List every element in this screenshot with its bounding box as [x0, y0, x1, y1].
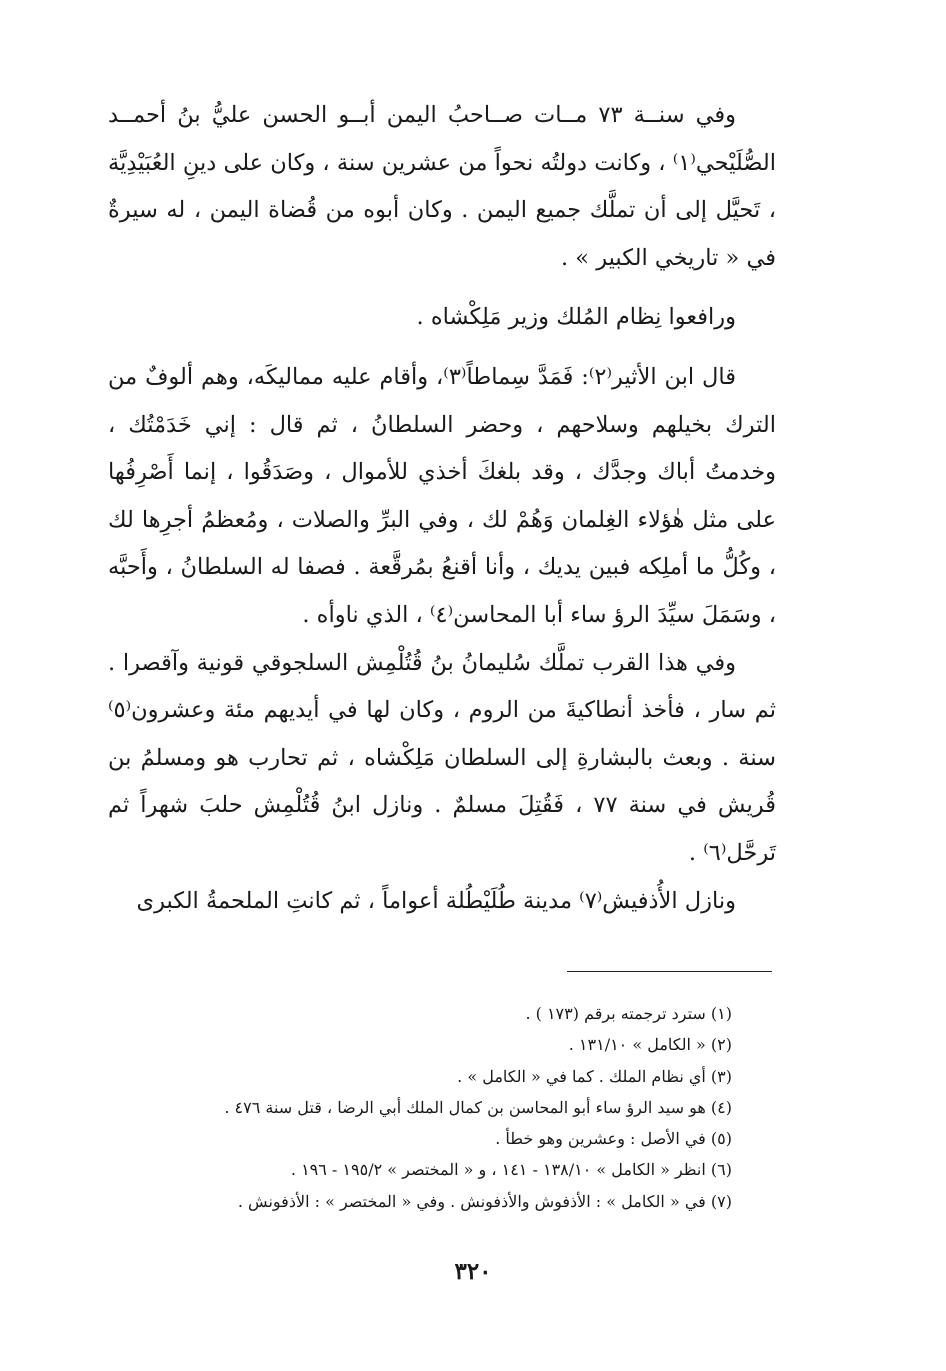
paragraph: ونازل الأُذفيش⁽٧⁾ مدينة طُلَيْطُلة أعواماً ، ثم كانتِ الملحمةُ الكبرى — [136, 887, 736, 914]
footnotes — [150, 998, 732, 1217]
paragraph: وفي سنــة ٧٣ مــات صــاحبُ اليمن أبــو الحسن عليُّ بنُ أحمــد الصُّلَيْحي⁽١⁾ ، وكانت دولتُه نحواً من عشرين سنة ، وكان على دينِ العُبَيْدِيَّة ، تَحيَّل إلى أن تملَّك جميع اليمن . وكان أبوه من قُضاة اليمن ، له سيرةٌ في « تاريخي الكبير » . — [108, 102, 776, 271]
footnote: (٢) « الكامل » ١٣١/١٠ . — [568, 1035, 732, 1055]
footnote: (٧) في « الكامل » : الأذفوش والأذفونش . وفي « المختصر » : الأذفونش . — [237, 1191, 732, 1211]
paragraph: قال ابن الأثير⁽٢⁾: فَمَدَّ سِماطاً⁽٣⁾، وأقام عليه مماليكَه، وهم ألوفٌ من الترك بخيلهم وسلاحهم ، وحضر السلطانُ ، ثم قال : إني خَدَمْتُك ، وخدمتُ أباك وجدَّك ، وقد بلغكَ أخذي للأموال ، وصَدَقُوا ، إنما أَصْرِفُها على مثل هٰؤلاء الغِلمان وَهُمْ لك ، وفي البرِّ والصلات ، ومُعظمُ أجرِها لك ، وكُلُّ ما أملِكه فبين يديك ، وأنا أقنعُ بمُرقَّعة . فصفا له السلطانُ ، وأَحبَّه ، وسَمَلَ سيِّدَ الرؤ ساء أبا المحاسن⁽٤⁾ ، الذي ناوأه . — [108, 363, 776, 628]
footnote: (٦) انظر « الكامل » ١٣٨/١٠ - ١٤١ ، و « المختصر » ١٩٥/٢ - ١٩٦ . — [290, 1160, 732, 1180]
footnote-separator — [567, 971, 772, 972]
page-number: ٣٢٠ — [454, 1258, 492, 1285]
paragraph: وفي هذا القرب تملَّك سُليمانُ بنُ قُتُلْمِش السلجوقي قونية وآقصرا . ثم سار ، فأخذ أنطاكيةَ من الروم ، وكان لها في أيديهم مئة وعشرون⁽٥⁾ سنة . وبعث بالبشارةِ إلى السلطان مَلِكْشاه ، ثم تحارب هو ومسلمُ بن قُريش في سنة ٧٧ ، فَقُتِلَ مسلمٌ . ونازل ابنُ قُتُلْمِش حلبَ شهراً ثم تَرحَّل⁽٦⁾ . — [108, 649, 776, 866]
paragraph: ورافعوا نِظام المُلك وزير مَلِكْشاه . — [416, 304, 736, 331]
footnote: (٥) في الأصل : وعشرين وهو خطأ . — [495, 1129, 732, 1149]
footnote: (٤) هو سيد الرؤ ساء أبو المحاسن بن كمال الملك أبي الرضا ، قتل سنة ٤٧٦ . — [224, 1097, 732, 1117]
footnote: (١) سترد ترجمته برقم (١٧٣ ) . — [525, 1004, 732, 1023]
main-text — [108, 92, 776, 925]
footnote: (٣) أي نظام الملك . كما في « الكامل » . — [457, 1066, 732, 1086]
